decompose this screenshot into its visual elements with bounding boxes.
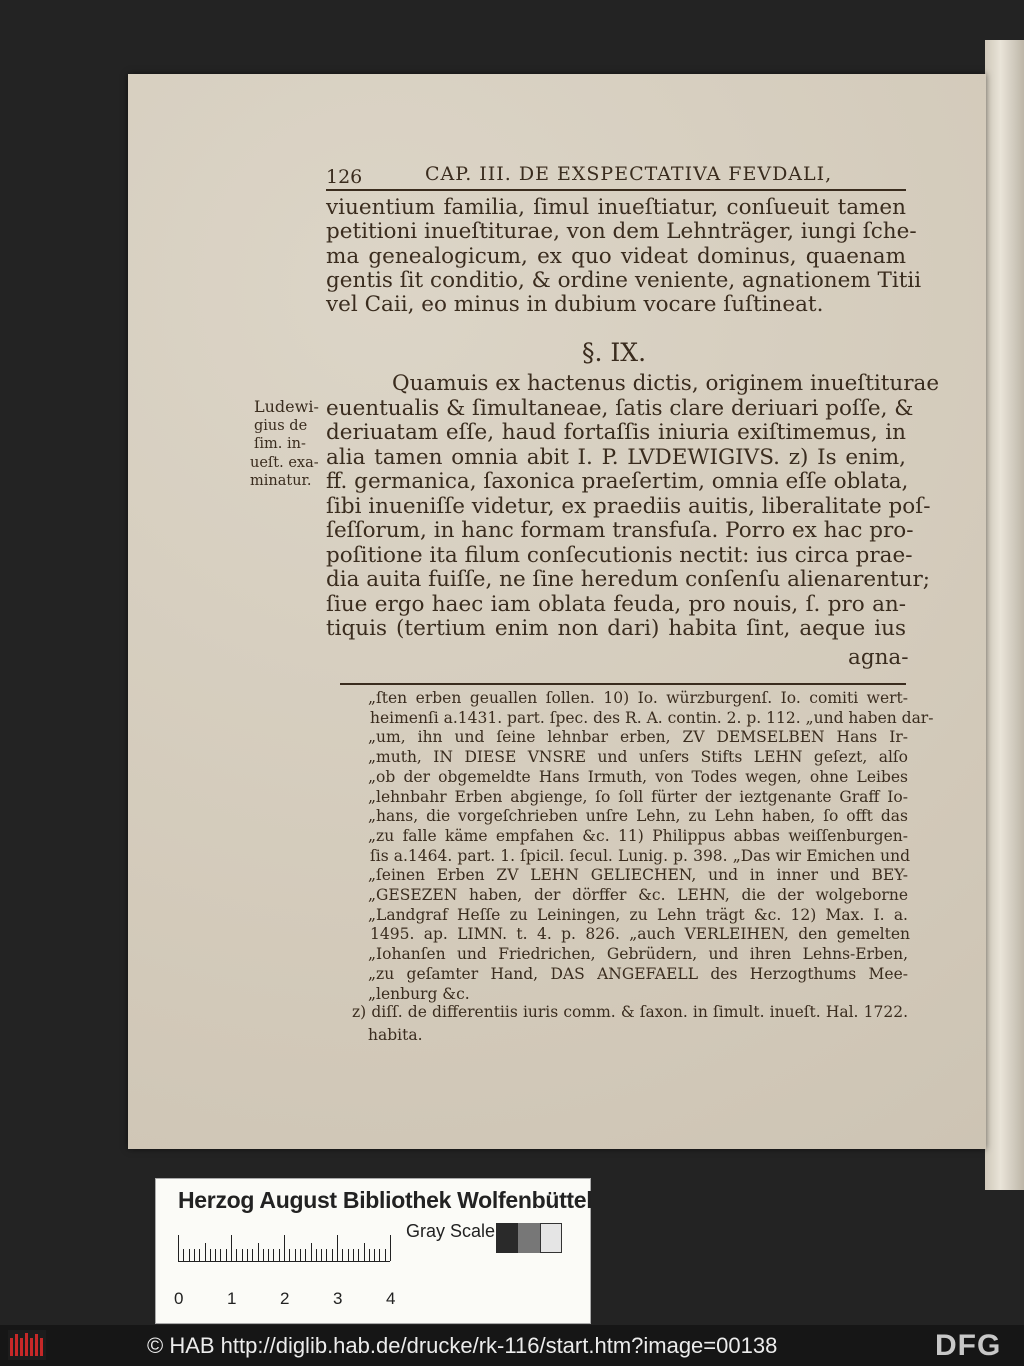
- copyright-link[interactable]: © HAB http://diglib.hab.de/drucke/rk-116/start.htm?image=00138: [147, 1333, 778, 1358]
- text-line: „Iohanſen und Friedrichen, Gebrüdern, und ihren Lehns-Erben,: [368, 945, 908, 964]
- ruler-baseline: [178, 1261, 390, 1262]
- text-line: petitioni inueſtiturae, von dem Lehnträger, iungi ſche-: [326, 219, 917, 245]
- ruler-tick: [220, 1249, 221, 1261]
- ruler-tick: [295, 1249, 296, 1261]
- ruler-tick: [353, 1249, 354, 1261]
- text-line: heimenſi a.1431. part. ſpec. des R. A. contin. 2. p. 112. „und haben dar-: [370, 708, 934, 727]
- text-line: tiquis (tertium enim non dari) habita ſint, aeque ius: [326, 616, 906, 641]
- ruler-tick: [390, 1235, 391, 1261]
- text-line: dia auita fuiſſe, ne ſine heredum conſenſu alienarentur;: [326, 567, 930, 592]
- text-line: Quamuis ex hactenus dictis, originem inueſtiturae: [392, 371, 940, 396]
- footnote-rule: [340, 683, 906, 685]
- text-line: „zu geſamter Hand, DAS ANGEFAELL des Herzogthums Mee-: [368, 964, 908, 983]
- facing-page-edge: [985, 40, 1024, 1190]
- ruler-tick: [268, 1249, 269, 1261]
- ruler-tick: [289, 1249, 290, 1261]
- section-heading: §. IX.: [582, 338, 647, 367]
- ruler-tick: [385, 1249, 386, 1261]
- ruler-tick: [205, 1243, 206, 1261]
- ruler-tick: [305, 1249, 306, 1261]
- text-line: „ſten erben geuallen ſollen. 10) Io. würzburgenſ. Io. comiti wert-: [368, 689, 908, 707]
- header-rule: [326, 189, 906, 191]
- catchword: agna-: [848, 645, 909, 670]
- ruler-tick: [263, 1249, 264, 1261]
- ruler-tick: [247, 1249, 248, 1261]
- ruler-number: 3: [333, 1289, 343, 1308]
- ruler-tick: [337, 1235, 338, 1261]
- text-line: „lenburg &c.: [368, 984, 470, 1003]
- ruler-tick: [326, 1249, 327, 1261]
- text-line: ſim. in-: [254, 436, 306, 452]
- ruler-number: 2: [280, 1289, 290, 1308]
- text-line: „ob der obgemeldte Hans Irmuth, von Todes wegen, ohne Leibes: [368, 767, 908, 786]
- ruler-tick: [342, 1249, 343, 1261]
- gray-swatch-mid: [518, 1223, 540, 1253]
- ruler-tick: [279, 1249, 280, 1261]
- ruler-tick: [242, 1249, 243, 1261]
- ruler-tick: [321, 1249, 322, 1261]
- ruler-number: 4: [386, 1289, 396, 1308]
- text-line: gentis ſit conditio, & ordine veniente, agnationem Titii: [326, 267, 922, 293]
- hab-logo-icon: [8, 1330, 46, 1360]
- text-line: vel Caii, eo minus in dubium vocare ſuſtineat.: [326, 292, 824, 318]
- footnote-z: z) diſſ. de differentiis iuris comm. & ſaxon. in ſimult. inueſt. Hal. 1722.: [352, 1003, 908, 1021]
- text-line: „lehnbahr Erben abgienge, ſo ſoll fürter der ieztgenante Graff Io-: [368, 787, 908, 806]
- ruler-tick: [226, 1249, 227, 1261]
- ruler-tick: [258, 1243, 259, 1261]
- ruler-tick: [273, 1249, 274, 1261]
- text-line: Ludewi-: [254, 397, 319, 416]
- text-line: „hans, die vorgeſchrieben unſre Lehn, zu Lehn haben, ſo offt das: [368, 807, 908, 826]
- gray-swatch-light: [540, 1223, 562, 1253]
- text-line: euentualis & ſimultaneae, ſatis clare deriuari poſſe, &: [326, 395, 914, 421]
- ruler-tick: [284, 1235, 285, 1261]
- ruler-tick: [379, 1249, 380, 1261]
- ruler-tick: [311, 1243, 312, 1261]
- ruler-tick: [252, 1249, 253, 1261]
- ruler-tick: [183, 1249, 184, 1261]
- text-line: ſeſſorum, in hanc formam transfuſa. Porro ex hac pro-: [326, 518, 914, 543]
- text-line: ſiue ergo haec iam oblata feuda, pro nouis, ſ. pro an-: [326, 591, 906, 617]
- text-line: 1495. ap. LIMN. t. 4. p. 826. „auch VERLEIHEN, den gemelten: [370, 925, 910, 944]
- ruler-tick: [199, 1249, 200, 1261]
- library-name: Herzog August Bibliothek Wolfenbüttel: [178, 1187, 593, 1213]
- ruler-tick: [236, 1249, 237, 1261]
- ruler-tick: [231, 1235, 232, 1261]
- running-head: CAP. III. DE EXSPECTATIVA FEVDALI,: [425, 163, 833, 185]
- page-number: 126: [326, 166, 363, 188]
- text-line: ueſt. exa-: [250, 454, 319, 471]
- ruler-tick: [178, 1235, 179, 1261]
- text-line: viuentium familia, ſimul inueſtiatur, conſueuit tamen: [326, 195, 906, 220]
- ruler-tick: [374, 1249, 375, 1261]
- text-line: „Landgraf Heſſe zu Leiningen, zu Lehn trägt &c. 12) Max. I. a.: [368, 905, 908, 924]
- ruler-tick: [189, 1249, 190, 1261]
- ruler-number: 1: [227, 1289, 237, 1308]
- text-line: minatur.: [250, 473, 312, 489]
- gray-swatch-dark: [496, 1223, 518, 1253]
- text-line: alia tamen omnia abit I. P. LVDEWIGIVS. z) Is enim,: [326, 444, 906, 470]
- text-line: poſitione ita filum conſecutionis nectit: ius circa prae-: [326, 542, 913, 568]
- ruler-tick: [316, 1249, 317, 1261]
- library-color-card: [155, 1178, 591, 1324]
- ruler-tick: [210, 1249, 211, 1261]
- ruler-tick: [358, 1249, 359, 1261]
- gray-scale-label: Gray Scale: [406, 1221, 496, 1241]
- text-line: „GESEZEN haben, der dörffer &c. LEHN, die der wolgeborne: [368, 886, 908, 904]
- text-line: ff. germanica, ſaxonica praeſertim, omnia eſſe oblata,: [326, 469, 909, 494]
- text-line: ma genealogicum, ex quo videat dominus, quaenam: [326, 243, 906, 269]
- text-line: ſibi inueniſſe videtur, ex praediis auitis, liberalitate poſ-: [326, 493, 931, 519]
- text-line: „um, ihn und ſeine lehnbar erben, ZV DEMSELBEN Hans Ir-: [368, 728, 908, 747]
- ruler-tick: [194, 1249, 195, 1261]
- text-line: ſis a.1464. part. 1. ſpicil. ſecul. Lunig. p. 398. „Das wir Emichen und: [370, 846, 910, 865]
- ruler-tick: [332, 1249, 333, 1261]
- ruler-tick: [369, 1249, 370, 1261]
- ruler-tick: [215, 1249, 216, 1261]
- text-line: deriuatam eſſe, haud fortaſſis iniuria exiſtimemus, in: [326, 420, 906, 445]
- ruler-number: 0: [174, 1289, 184, 1308]
- ruler-tick: [348, 1249, 349, 1261]
- text-line: „zu falle käme empfahen &c. 11) Philippus abbas weiſſenburgen-: [368, 826, 908, 845]
- text-line: „muth, IN DIESE VNSRE und unſers Stifts LEHN geſezt, alſo: [368, 748, 908, 767]
- dfg-logo: DFG: [935, 1329, 1002, 1362]
- ruler-tick: [364, 1243, 365, 1261]
- ruler-tick: [300, 1249, 301, 1261]
- text-line: „ſeinen Erben ZV LEHN GELIECHEN, und in inner und BEY-: [368, 866, 908, 885]
- text-line: gius de: [254, 417, 308, 434]
- footnote-z-end: habita.: [368, 1026, 423, 1044]
